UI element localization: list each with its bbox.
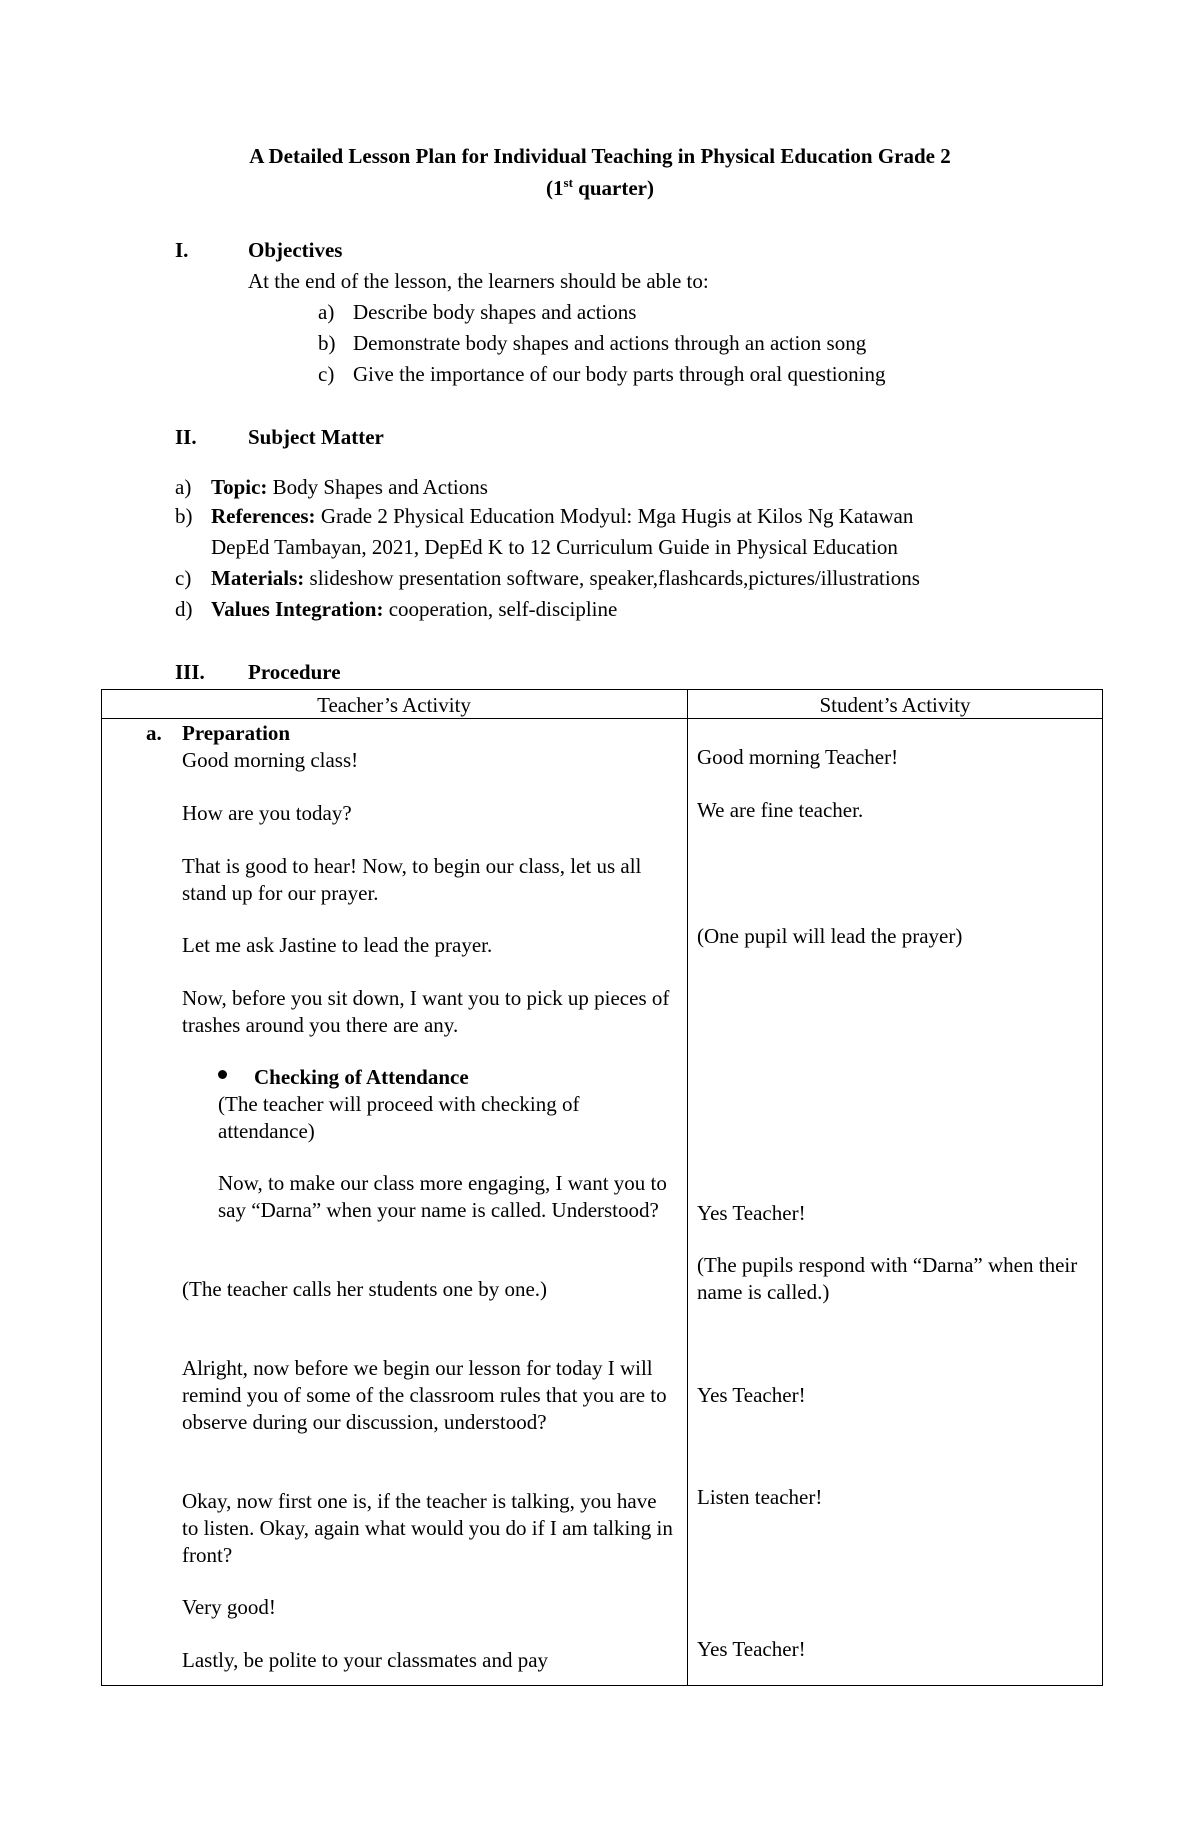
student-line: Yes Teacher! (697, 1383, 806, 1407)
subject-item-label: Materials: (211, 566, 305, 590)
objectives-heading: Objectives (248, 238, 343, 262)
teacher-line: Lastly, be polite to your classmates and pay (182, 1648, 549, 1672)
objective-item-text: Describe body shapes and actions (353, 300, 637, 324)
section-title: Preparation (182, 721, 291, 745)
subject-item-value: cooperation, self-discipline (383, 597, 618, 621)
subject-matter-numeral: II. (175, 425, 197, 449)
teacher-line: Good morning class! (182, 748, 359, 772)
table-header-student: Student’s Activity (819, 693, 971, 717)
subject-matter-heading: Subject Matter (248, 425, 384, 449)
table-column-divider (687, 689, 688, 1686)
subject-item-value: Grade 2 Physical Education Modyul: Mga Hugis at Kilos Ng Katawan (315, 504, 914, 528)
teacher-line: (The teacher calls her students one by one.) (182, 1277, 548, 1301)
teacher-line: Let me ask Jastine to lead the prayer. (182, 933, 493, 957)
subject-item-references (211, 503, 913, 530)
teacher-line: Alright, now before we begin our lesson for today I will remind you of some of the classroom rules that you are to observe during our discussion, understood? (182, 1356, 667, 1434)
student-line: (One pupil will lead the prayer) (697, 924, 963, 948)
objective-item-text: Demonstrate body shapes and actions through an action song (353, 331, 867, 355)
teacher-line: Now, to make our class more engaging, I want you to say “Darna” when your name is called. Understood? (218, 1171, 667, 1222)
objective-item-marker: b) (318, 331, 336, 355)
document-title: A Detailed Lesson Plan for Individual Teaching in Physical Education Grade 2 (249, 144, 951, 168)
objective-item-marker: a) (318, 300, 335, 324)
subject-item-marker: c) (175, 566, 192, 590)
teacher-line: Now, before you sit down, I want you to pick up pieces of trashes around you there are any. (182, 986, 670, 1037)
objective-item-text: Give the importance of our body parts through oral questioning (353, 362, 886, 386)
student-line: Yes Teacher! (697, 1637, 806, 1661)
teacher-line: Very good! (182, 1595, 276, 1619)
objective-item-marker: c) (318, 362, 335, 386)
table-header-teacher: Teacher’s Activity (317, 693, 471, 717)
subject-item-topic (211, 474, 488, 501)
subject-item-marker: a) (175, 475, 192, 499)
student-line: Listen teacher! (697, 1485, 823, 1509)
subject-item-continuation: DepEd Tambayan, 2021, DepEd K to 12 Curriculum Guide in Physical Education (211, 535, 898, 559)
subject-item-value: slideshow presentation software, speaker,flashcards,pictures/illustrations (304, 566, 920, 590)
objectives-numeral: I. (175, 238, 189, 262)
subtitle-prefix: (1 (546, 176, 564, 200)
subject-item-label: References: (211, 504, 316, 528)
subtitle-superscript: st (563, 175, 573, 190)
student-line: We are fine teacher. (697, 798, 864, 822)
document-subtitle (0, 175, 1200, 202)
subject-item-materials (211, 565, 920, 592)
procedure-heading: Procedure (248, 660, 341, 684)
subject-item-marker: b) (175, 504, 193, 528)
teacher-line: (The teacher will proceed with checking of attendance) (218, 1092, 580, 1143)
subject-item-values (211, 596, 617, 623)
student-line: (The pupils respond with “Darna” when their name is called.) (697, 1253, 1078, 1304)
subject-item-value: Body Shapes and Actions (267, 475, 488, 499)
student-line: Good morning Teacher! (697, 745, 899, 769)
bullet-icon (218, 1070, 227, 1079)
teacher-line: Okay, now first one is, if the teacher is talking, you have to listen. Okay, again what would you do if I am talking in front? (182, 1489, 673, 1567)
subject-item-label: Topic: (211, 475, 268, 499)
subtitle-suffix: quarter) (572, 176, 654, 200)
objectives-intro: At the end of the lesson, the learners should be able to: (248, 269, 709, 293)
teacher-line: That is good to hear! Now, to begin our class, let us all stand up for our prayer. (182, 854, 642, 905)
student-line: Yes Teacher! (697, 1201, 806, 1225)
subject-item-label: Values Integration: (211, 597, 384, 621)
attendance-heading: Checking of Attendance (254, 1065, 469, 1089)
procedure-numeral: III. (175, 660, 205, 684)
subject-item-marker: d) (175, 597, 193, 621)
teacher-line: How are you today? (182, 801, 352, 825)
section-marker: a. (146, 721, 162, 745)
